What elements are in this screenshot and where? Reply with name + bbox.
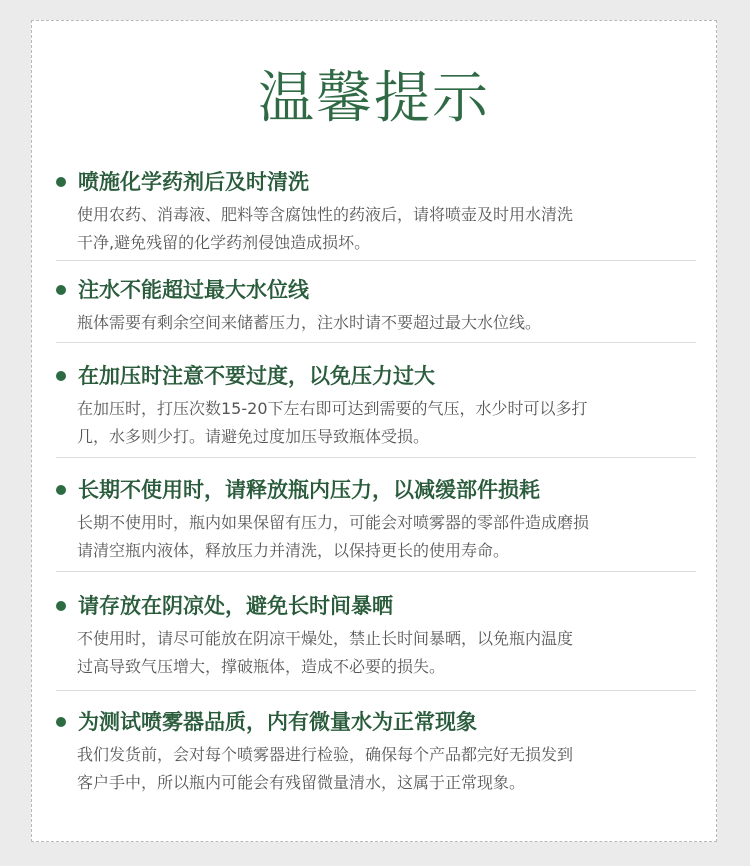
tip-item-rinse [56,167,696,257]
tip-line: 我们发货前，会对每个喷雾器进行检验，确保每个产品都完好无损发到 [77,745,574,764]
divider [56,690,696,691]
bullet-icon [56,177,66,187]
tip-line: 在加压时，打压次数15-20下左右即可达到需要的气压，水少时可以多打 [77,399,588,418]
bullet-icon [56,485,66,495]
tip-line: 几，水多则少打。请避免过度加压导致瓶体受损。 [77,427,430,446]
tip-item-water-level [56,275,696,337]
tip-line: 过高导致气压增大，撑破瓶体，造成不必要的损失。 [77,657,446,676]
divider [56,342,696,343]
tip-item-storage [56,591,696,681]
tip-description [77,395,696,451]
tip-heading: 注水不能超过最大水位线 [78,278,309,302]
tip-line: 长期不使用时，瓶内如果保留有压力，可能会对喷雾器的零部件造成磨损 [77,513,590,532]
tip-description [77,309,696,337]
tip-item-pressure [56,361,696,451]
tip-description [77,201,696,257]
tip-line: 瓶体需要有剩余空间来储蓄压力，注水时请不要超过最大水位线。 [77,313,542,332]
tip-item-residual-water [56,707,696,797]
bullet-icon [56,285,66,295]
tip-description [77,625,696,681]
page-title: 温馨提示 [258,66,490,131]
divider [56,571,696,572]
bullet-icon [56,601,66,611]
tip-line: 请清空瓶内液体，释放压力并清洗，以保持更长的使用寿命。 [77,541,510,560]
tip-item-release [56,475,696,565]
tip-line: 干净,避免残留的化学药剂侵蚀造成损坏。 [77,233,371,252]
divider [56,260,696,261]
tip-heading: 为测试喷雾器品质，内有微量水为正常现象 [78,710,477,734]
tips-card [31,20,717,842]
divider [56,457,696,458]
tip-heading: 长期不使用时，请释放瓶内压力，以减缓部件损耗 [78,478,540,502]
tip-heading: 在加压时注意不要过度，以免压力过大 [78,364,435,388]
tip-description [77,509,696,565]
tip-description [77,741,696,797]
bullet-icon [56,717,66,727]
tip-heading: 请存放在阴凉处，避免长时间暴晒 [78,594,393,618]
bullet-icon [56,371,66,381]
tip-line: 不使用时，请尽可能放在阴凉干燥处，禁止长时间暴晒，以免瓶内温度 [77,629,574,648]
tip-heading: 喷施化学药剂后及时清洗 [78,170,309,194]
tip-line: 客户手中，所以瓶内可能会有残留微量清水，这属于正常现象。 [77,773,526,792]
tip-line: 使用农药、消毒液、肥料等含腐蚀性的药液后，请将喷壶及时用水清洗 [77,205,574,224]
